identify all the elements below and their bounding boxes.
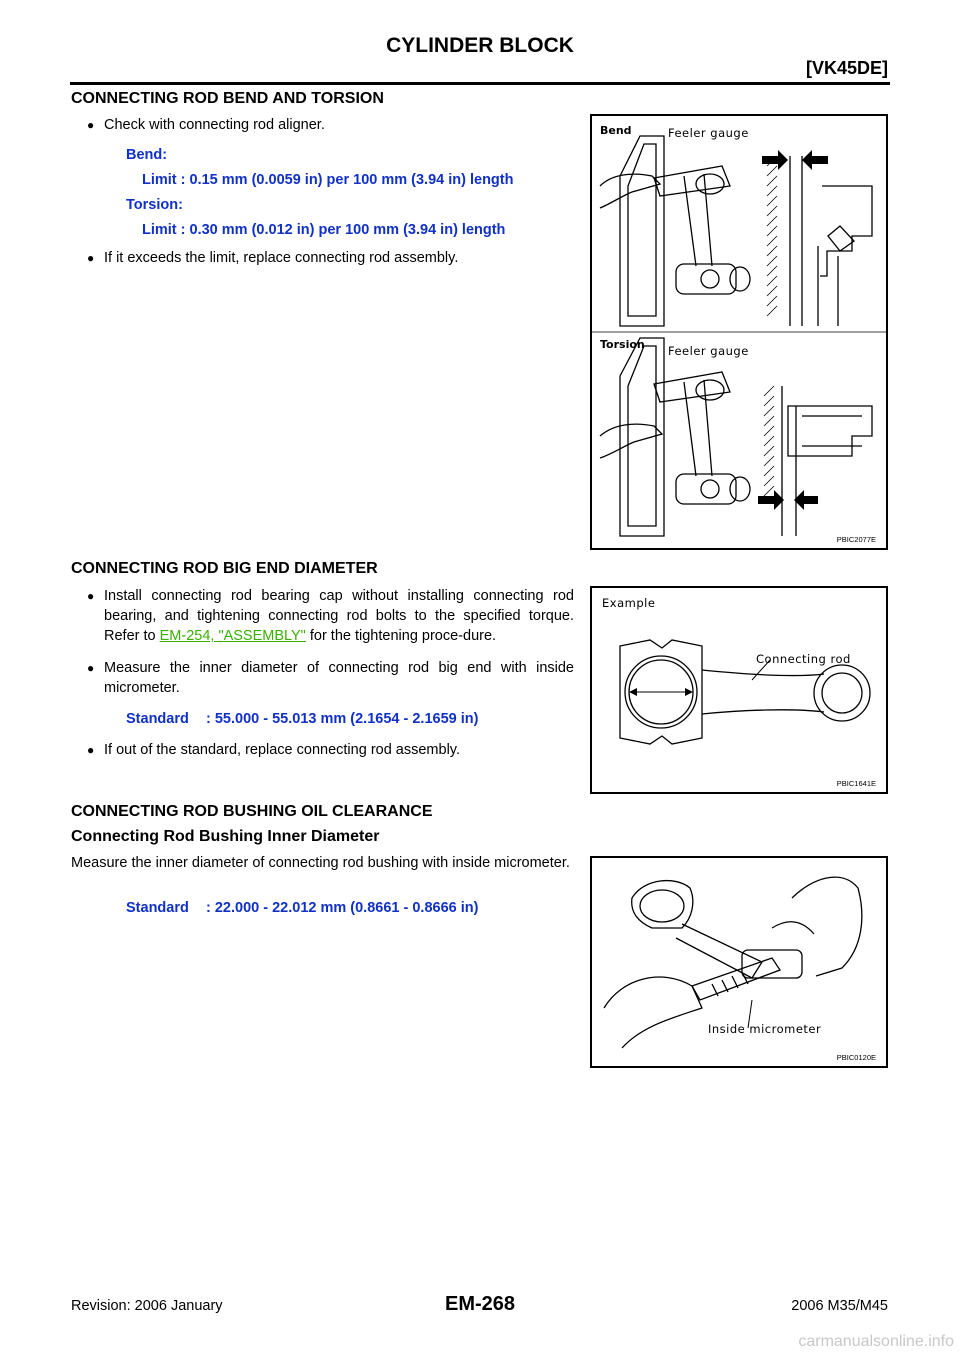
standard-label-bushing: Standard <box>126 900 189 916</box>
standard-value-bushing: : 22.000 - 22.012 mm (0.8661 - 0.8666 in) <box>206 900 479 916</box>
bend-limit: Limit : 0.15 mm (0.0059 in) per 100 mm (3.94 in) length <box>142 172 514 188</box>
bullet-dot: ● <box>87 661 95 675</box>
fig-label-inside-micrometer: Inside micrometer <box>708 1022 822 1036</box>
figure-inside-micrometer <box>590 856 888 1068</box>
bullet-dot: ● <box>87 251 95 265</box>
standard-value-big-end: : 55.000 - 55.013 mm (2.1654 - 2.1659 in) <box>206 711 479 727</box>
bullet-text: Check with connecting rod aligner. <box>104 117 325 133</box>
figure-big-end <box>590 586 888 794</box>
fig-code: PBIC1641E <box>836 779 876 788</box>
section-heading-bushing-clearance: CONNECTING ROD BUSHING OIL CLEARANCE <box>71 803 433 820</box>
paragraph-measure-bushing: Measure the inner diameter of connecting rod bushing with inside micrometer. <box>71 855 570 871</box>
watermark: carmanualsonline.info <box>798 1333 954 1350</box>
bullet-text: If out of the standard, replace connecting rod assembly. <box>104 742 460 758</box>
bullet-text-tail: for the tightening proce-dure. <box>305 628 497 644</box>
bullet-text: Measure the inner diameter of connecting rod big end with inside micrometer. <box>104 660 574 696</box>
bullet-dot: ● <box>87 589 95 603</box>
engine-code: [VK45DE] <box>805 58 888 78</box>
bullet-replace-rod <box>87 248 574 268</box>
torsion-label: Torsion: <box>126 197 183 213</box>
connecting-rod-illustration <box>592 588 886 792</box>
bullet-text: If it exceeds the limit, replace connecting rod assembly. <box>104 250 459 266</box>
standard-label-big-end: Standard <box>126 711 189 727</box>
footer-model: 2006 M35/M45 <box>791 1298 888 1314</box>
bullet-dot: ● <box>87 118 95 132</box>
subheading-bushing-inner-diameter: Connecting Rod Bushing Inner Diameter <box>71 828 380 845</box>
link-em-254-assembly[interactable]: EM-254, "ASSEMBLY" <box>159 628 306 644</box>
fig-label-torsion: Torsion <box>600 338 645 351</box>
section-heading-bend-torsion: CONNECTING ROD BEND AND TORSION <box>71 90 384 107</box>
bend-torsion-illustration <box>592 116 886 548</box>
section-heading-big-end: CONNECTING ROD BIG END DIAMETER <box>71 560 378 577</box>
fig-label-feeler-2: Feeler gauge <box>668 344 749 358</box>
bullet-measure-diameter <box>87 658 574 698</box>
bullet-install-cap <box>87 586 574 646</box>
fig-label-feeler-1: Feeler gauge <box>668 126 749 140</box>
bullet-dot: ● <box>87 743 95 757</box>
bullet-out-of-standard <box>87 740 574 760</box>
footer-revision: Revision: 2006 January <box>71 1298 223 1314</box>
page-number: EM-268 <box>444 1293 516 1315</box>
bend-label: Bend: <box>126 147 168 163</box>
fig-code: PBIC2077E <box>836 535 876 544</box>
fig-code: PBIC0120E <box>836 1053 876 1062</box>
figure-bend-torsion <box>590 114 888 550</box>
bullet-text: Install connecting rod bearing cap without installing connecting rod bearing, and tightening connecting rod bolts to the specified torque. Refer to <box>104 588 574 644</box>
fig-label-example: Example <box>602 596 656 610</box>
bullet-check-aligner <box>87 115 574 135</box>
fig-label-connecting-rod: Connecting rod <box>756 652 851 666</box>
header-rule <box>70 82 890 85</box>
torsion-limit: Limit : 0.30 mm (0.012 in) per 100 mm (3.94 in) length <box>142 222 506 238</box>
fig-label-bend: Bend <box>600 124 632 137</box>
page-title: CYLINDER BLOCK <box>386 34 574 57</box>
